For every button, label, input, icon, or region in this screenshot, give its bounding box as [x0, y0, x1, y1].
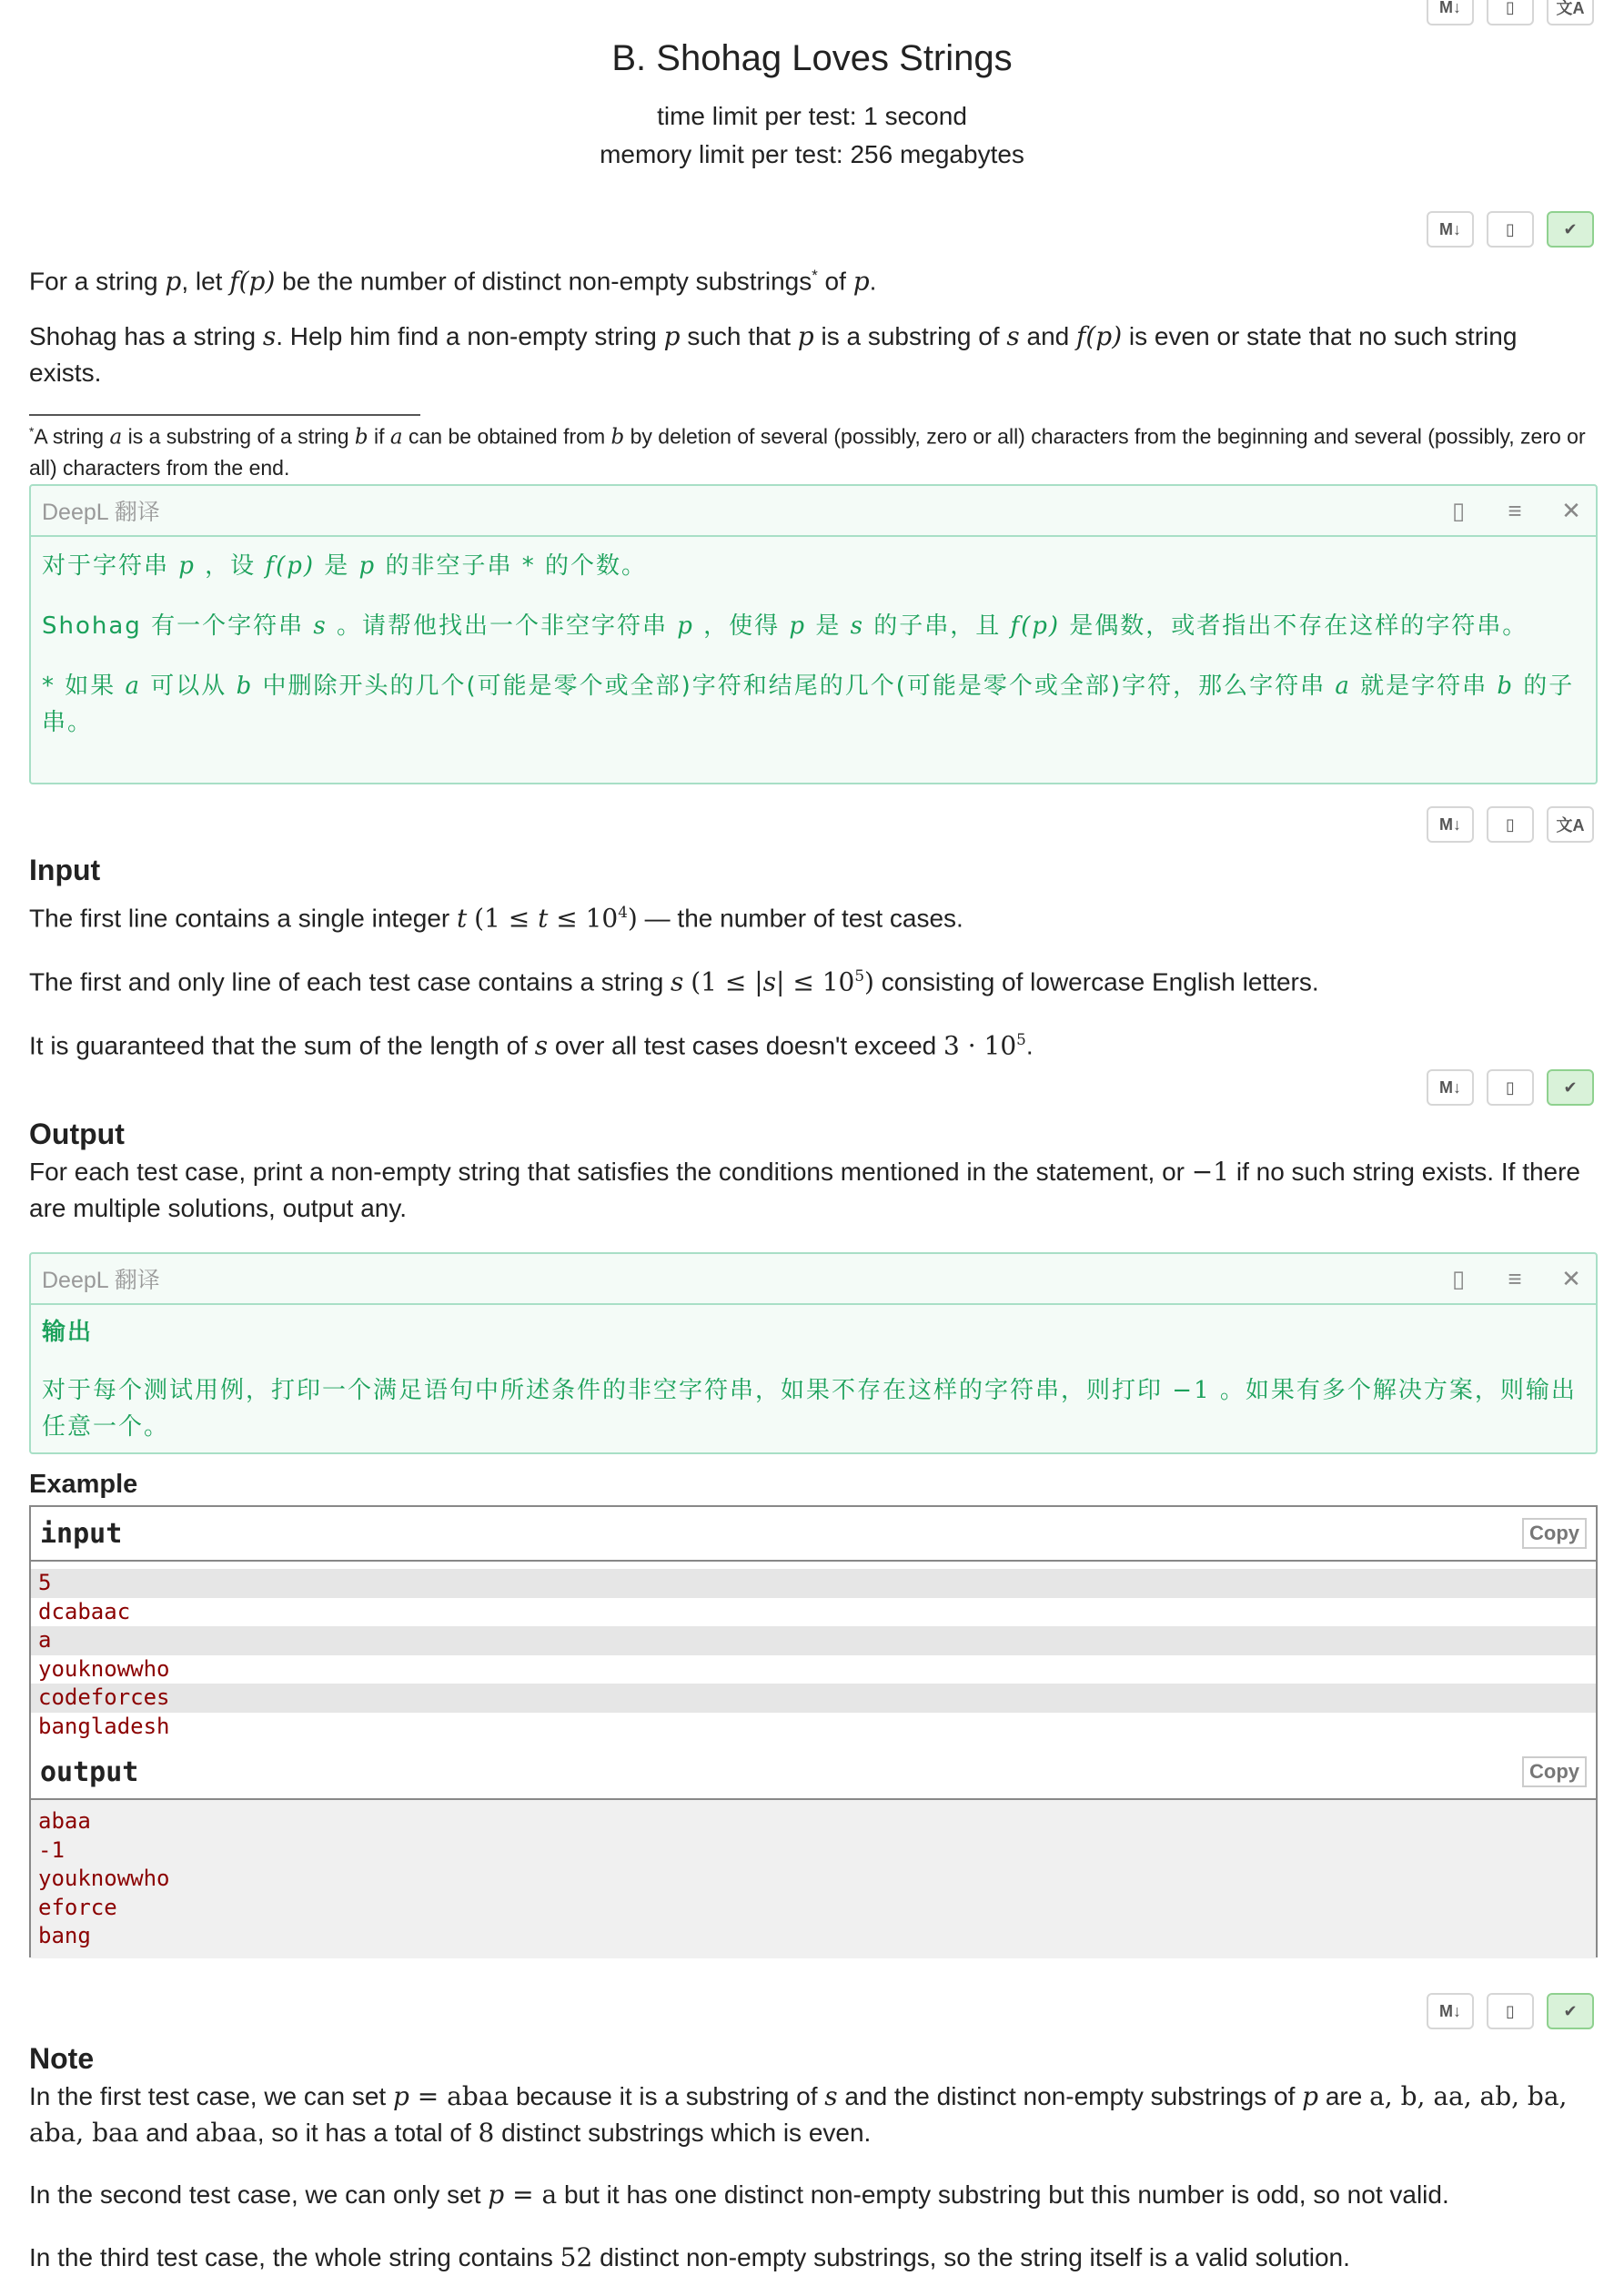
output-line: -1: [38, 1836, 65, 1863]
input-paragraph-1: The first line contains a single integer t $(1 \le t \le 10^4)$ — the number of test cases.: [29, 903, 963, 934]
input-line: a: [31, 1626, 1596, 1655]
input-label: input: [40, 1517, 123, 1550]
translate-done-icon[interactable]: ✔: [1547, 1993, 1594, 2029]
translate-done-icon[interactable]: ✔: [1547, 1069, 1594, 1106]
example-heading: Example: [29, 1470, 138, 1499]
output-box-header: [31, 1745, 1596, 1800]
memory-limit: memory limit per test: 256 megabytes: [600, 140, 1024, 168]
input-toolbar: [1427, 806, 1594, 843]
footnote-divider: [29, 414, 420, 416]
markdown-button[interactable]: M↓: [1427, 1993, 1474, 2029]
markdown-button[interactable]: M↓: [1427, 806, 1474, 843]
statement-toolbar: [1427, 211, 1594, 248]
note-heading: Note: [29, 2042, 95, 2075]
output-label: output: [40, 1755, 139, 1788]
deepl-bar: [31, 486, 1596, 537]
note-paragraph-1: In the first test case, we can set p = abaa because it is a substring of s and the distinct non-empty substrings of p are a, b, aa, ab, ba, aba, baa and abaa, so it has a total of 8 distinct substrings which is even.: [29, 2081, 1568, 2148]
input-line: bangladesh: [38, 1713, 170, 1739]
input-paragraph-2: The first and only line of each test case contains a string s $(1 \le |s| \le 10^5)$ consisting of lowercase English letters.: [29, 966, 1319, 997]
output-line: youknowwho: [38, 1866, 170, 1891]
note-paragraph-3: In the third test case, the whole string contains 52 distinct non-empty substrings, so the string itself is a valid solution.: [29, 2242, 1350, 2272]
deepl-translation-2: [29, 1252, 1598, 1454]
note-paragraph-2: In the second test case, we can only set p = a but it has one distinct non-empty substring but this number is odd, so not valid.: [29, 2180, 1449, 2210]
input-box-body: [31, 1562, 1596, 1748]
clipboard-icon[interactable]: ▯: [1487, 1069, 1534, 1106]
deepl-label: DeepL 翻译: [42, 1268, 160, 1293]
input-line: codeforces: [31, 1684, 1596, 1713]
copy-icon[interactable]: ▯: [1451, 1264, 1466, 1292]
clipboard-icon[interactable]: ▯: [1487, 211, 1534, 248]
deepl-translation-1: [29, 484, 1598, 784]
translate-done-icon[interactable]: ✔: [1547, 211, 1594, 248]
statement-paragraph-2: Shohag has a string s. Help him find a non-empty string p such that p is a substring of s and f(p) is even or state that no such string exists.: [29, 321, 1518, 387]
header-toolbar: [1427, 0, 1594, 25]
deepl-line-2: Shohag 有一个字符串 s 。请帮他找出一个非空字符串 p ，使得 p 是 s 的子串，且 f(p) 是偶数，或者指出不存在这样的字符串。: [42, 612, 1528, 640]
output-toolbar: [1427, 1069, 1594, 1106]
translate-icon[interactable]: 文A: [1547, 806, 1594, 843]
deepl-line-1: 对于每个测试用例，打印一个满足语句中所述条件的非空字符串，如果不存在这样的字符串，则打印 −1 。如果有多个解决方案，则输出任意一个。: [42, 1377, 1577, 1441]
close-icon[interactable]: ✕: [1561, 1264, 1581, 1292]
input-line: dcabaac: [38, 1598, 131, 1624]
copy-icon[interactable]: ▯: [1451, 496, 1466, 524]
clipboard-icon[interactable]: ▯: [1487, 0, 1534, 25]
copy-input-button[interactable]: Copy: [1522, 1518, 1587, 1549]
markdown-button[interactable]: M↓: [1427, 211, 1474, 248]
output-heading: Output: [29, 1118, 125, 1150]
output-line: abaa: [38, 1808, 91, 1834]
output-line: bang: [38, 1923, 91, 1948]
input-heading: Input: [29, 854, 101, 886]
deepl-heading: 输出: [42, 1319, 94, 1346]
footnote: *A string a is a substring of a string b if a can be obtained from b by deletion of several (possibly, zero or all) characters from the beginning and several (possibly, zero or all) characters from the end.: [29, 424, 1586, 480]
input-line: 5: [31, 1569, 1596, 1598]
deepl-line-1: 对于字符串 p ，设 f(p) 是 p 的非空子串 * 的个数。: [42, 552, 647, 580]
close-icon[interactable]: ✕: [1561, 496, 1581, 524]
deepl-bar: [31, 1254, 1596, 1305]
output-line: eforce: [38, 1894, 117, 1920]
problem-title: B. Shohag Loves Strings: [611, 38, 1013, 78]
example-input-box: [29, 1505, 1598, 1745]
deepl-line-3: * 如果 a 可以从 b 中删除开头的几个(可能是零个或全部)字符和结尾的几个(可能是零个或全部)字符，那么字符串 a 就是字符串 b 的子串。: [42, 673, 1575, 736]
clipboard-icon[interactable]: ▯: [1487, 1993, 1534, 2029]
time-limit: time limit per test: 1 second: [657, 102, 967, 130]
markdown-button[interactable]: M↓: [1427, 1069, 1474, 1106]
statement-paragraph-1: For a string p, let f(p) be the number of distinct non-empty substrings* of p.: [29, 266, 877, 297]
menu-icon[interactable]: ≡: [1508, 1264, 1522, 1292]
clipboard-icon[interactable]: ▯: [1487, 806, 1534, 843]
input-box-header: [31, 1507, 1596, 1562]
note-toolbar: [1427, 1993, 1594, 2029]
copy-output-button[interactable]: Copy: [1522, 1756, 1587, 1787]
example-output-box: [29, 1745, 1598, 1957]
translate-icon[interactable]: 文A: [1547, 0, 1594, 25]
output-paragraph: For each test case, print a non-empty string that satisfies the conditions mentioned in the statement, or −1 if no such string exists. If there are multiple solutions, output any.: [29, 1157, 1581, 1222]
markdown-button[interactable]: M↓: [1427, 0, 1474, 25]
input-line: youknowwho: [38, 1655, 170, 1682]
output-box-body: [31, 1800, 1596, 1958]
menu-icon[interactable]: ≡: [1508, 496, 1522, 524]
input-paragraph-3: It is guaranteed that the sum of the length of s over all test cases doesn't exceed $3 \cdot 10^5$.: [29, 1030, 1034, 1061]
deepl-label: DeepL 翻译: [42, 500, 160, 525]
